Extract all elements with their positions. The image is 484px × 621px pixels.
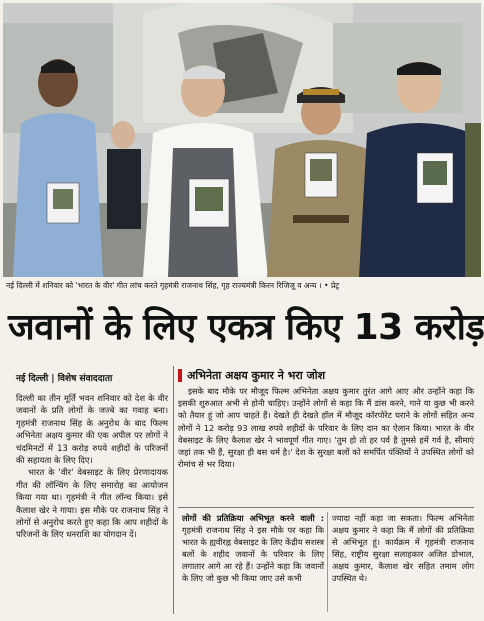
byline-place: नई दिल्ली (16, 374, 49, 384)
photo-illustration (3, 3, 481, 277)
left-paragraph-1: दिल्ली का तीन मूर्ति भवन शनिवार को देश के वीर जवानों के प्रति लोगों के जज्बे का गवाह बना। गृहमंत्री राजनाथ सिंह के अनुरोध के बाद फिल्म अभिनेता अक्षय कुमार की एक अपील पर लोगों ने चंदमिनटों में 13 करोड़ रुपये शहीदों के परिजनों की सहायता के लिए दिए। (16, 393, 168, 466)
box-heading (178, 367, 438, 383)
section-divider (178, 507, 474, 508)
box-heading-marker (178, 369, 182, 382)
column-divider (173, 366, 174, 614)
news-photo (3, 3, 481, 277)
byline-reporter: विशेष संवाददाता (57, 374, 113, 384)
left-column (16, 392, 168, 541)
column-divider-2 (327, 512, 328, 612)
mid-text: गृहमंत्री राजनाथ सिंह ने इस मौके पर कहा कि भारत के ह्यवीरह्न वेबसाइट के लिए केंद्रीय सशस्त्र बलों के शहीद जवानों के परिवार के लिए लगातार आगे आ रहे हैं। उन्होंने कहा कि जवानों के लिए जो कुछ भी किया जाए उसे कभी (182, 525, 324, 584)
byline (16, 371, 166, 384)
right-column: ज्यादा नहीं कहा जा सकता। फिल्म अभिनेता अक्षय कुमार ने कहा कि मैं लोगों की प्रतिक्रिया से अभिभूत हूं। कार्यक्रम में गृहमंत्री राजनाथ सिंह, राष्ट्रीय सुरक्षा सलाहकार अजित डोभाल, अक्षय कुमार, कैलाश खेर सहित तमाम लोग उपस्थित थे। (332, 513, 474, 584)
mid-subhead: लोगों की प्रतिक्रिया अभिभूत करने वाली : (182, 513, 324, 523)
box-title: अभिनेता अक्षय कुमार ने भरा जोश (187, 369, 326, 382)
mid-column (182, 512, 324, 585)
left-paragraph-2: भारत के 'वीर' वेबसाइट के लिए प्रेरणादायक गीत की लॉन्चिंग के लिए समारोह का आयोजन किया गया था। गृहमंत्री ने गीत लॉन्च किया। इसे कैलाश खेर ने गाया। इस मौके पर राजनाथ सिंह ने लोगों से अनुरोध करते हुए कहा कि आप शहीदों के परिजनों के लिए धनराशि का योगदान दें। (16, 467, 168, 540)
photo-caption: नई दिल्ली में शनिवार को 'भारत के वीर' गीत लांच करते गृहमंत्री राजनाथ सिंह, गृह राज्यमंत्री किरन रिजिजू व अन्य । • प्रेट्र (6, 281, 340, 290)
headline: जवानों के लिए एकत्र किए 13 करोड़ (8, 307, 484, 348)
box-body: इसके बाद मौके पर मौजूद फिल्म अभिनेता अक्षय कुमार तुरंत आगे आए और उन्होंने कहा कि इसकी शुरुआत अभी से होनी चाहिए। उन्होंने लोगों से कहा कि मैं डांस करने, गाने या कुछ भी करने को तैयार हूं जो आप चाहते हैं। देखते ही देखते हॉल में मौजूद कॉरपोरेट घराने के लोगों सहित अन्य लोगों ने 12 करोड़ 93 लाख रुपये शहीदों के परिवार के लिए दान का ऐलान किया। भारत के वीर वेबसाइट के लिए कैलाश खेर ने भावपूर्ण गीत गाए। 'तुम हो तो हर पर्व है तुमसे हमें गर्व है, सीमाएं जहां तक भी हैं, सुरक्षा ही बस धर्म है।' देश के सुरक्षा बलों को समर्पित पंक्तियों ने उपस्थित लोगों को रोमांच से भर दिया। (178, 386, 474, 470)
byline-separator: | (48, 374, 58, 384)
